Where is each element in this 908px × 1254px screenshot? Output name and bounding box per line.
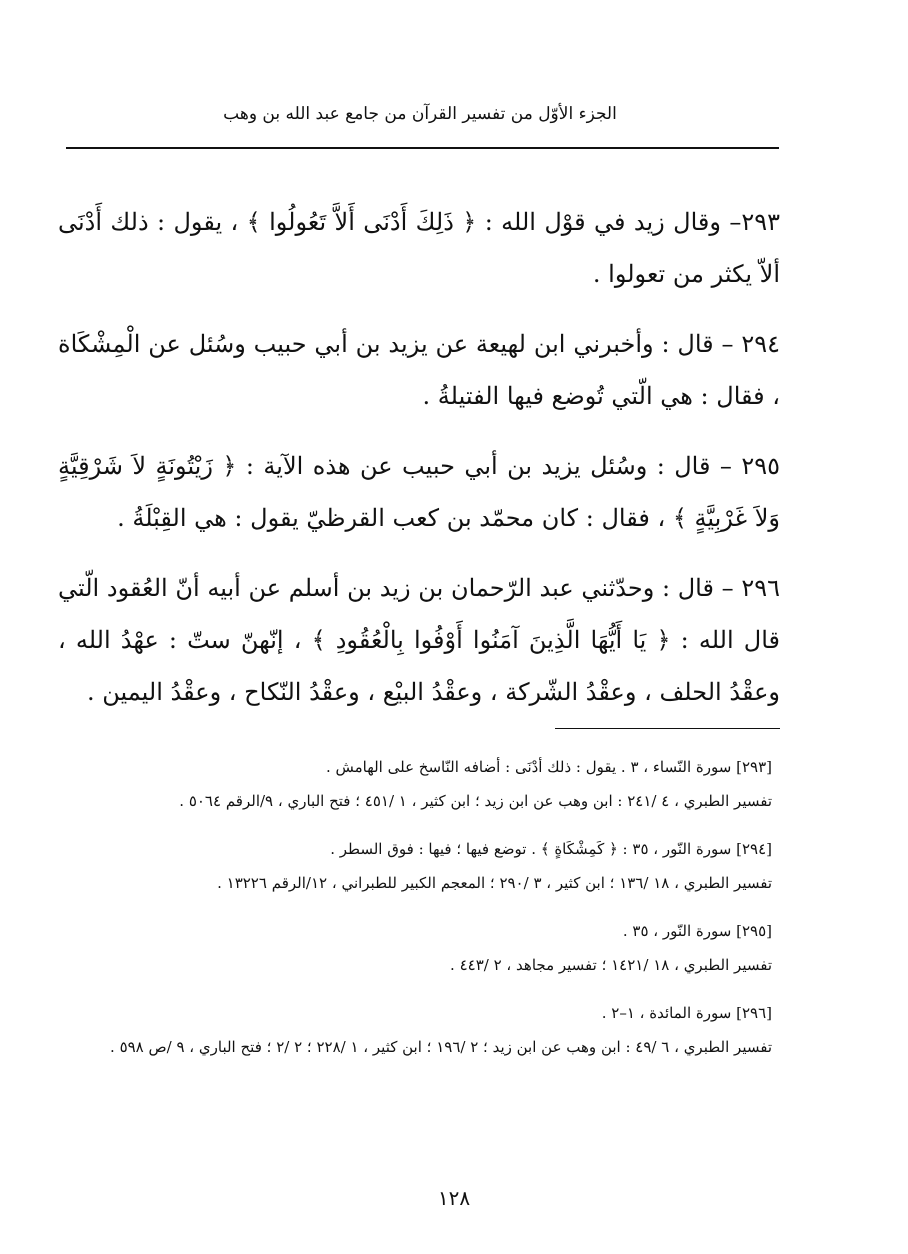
- footnote-line: [٢٩٦] سورة المائدة ، ١–٢ .: [601, 1004, 772, 1022]
- footnote-296: [50, 996, 772, 1064]
- footnote-line: [٢٩٤] سورة النّور ، ٣٥ : ﴿ كَمِشْكَاةٍ ﴾ . توضع فيها ؛ فيها : فوق السطر .: [330, 840, 772, 858]
- running-header: الجزء الأوّل من تفسير القرآن من جامع عبد الله بن وهب: [223, 104, 617, 124]
- footnote-line: تفسير الطبري ، ٦ /٤٩ : ابن وهب عن ابن زيد ؛ ٢ /١٩٦ ؛ ابن كثير ، ١ /٢٢٨ ؛ ٢ /٢ ؛ فتح الباري ، ٩ /ص ٥٩٨ .: [110, 1038, 772, 1056]
- footnotes: [50, 750, 772, 1078]
- page-number: ١٢٨: [437, 1186, 471, 1210]
- paragraph-294: ٢٩٤ – قال : وأخبرني ابن لهيعة عن يزيد بن أبي حبيب وسُئل عن الْمِشْكَاة ، فقال : هي الّتي تُوضع فيها الفتيلةُ .: [58, 330, 780, 410]
- footnote-line: [٢٩٣] سورة النّساء ، ٣ . يقول : ذلك أدْنَى : أضافه النّاسخ على الهامش .: [325, 758, 772, 776]
- paragraph-293: ٢٩٣– وقال زيد في قوْل الله : ﴿ ذَلِكَ أَدْنَى أَلاَّ تَعُولُوا ﴾ ، يقول : ذلك أَدْنَى ألاّ يكثر من تعولوا .: [58, 208, 780, 288]
- paragraph-295: ٢٩٥ – قال : وسُئل يزيد بن أبي حبيب عن هذه الآية : ﴿ زَيْتُونَةٍ لاَ شَرْقِيَّةٍ وَلاَ غَرْبِيَّةٍ ﴾ ، فقال : كان محمّد بن كعب القرظيّ يقول : هي القِبْلَةُ .: [58, 452, 780, 532]
- header-divider: [66, 147, 779, 149]
- footnote-line: [٢٩٥] سورة النّور ، ٣٥ .: [622, 922, 772, 940]
- footnote-293: [50, 750, 772, 818]
- footnote-line: تفسير الطبري ، ١٨ /١٤٢١ ؛ تفسير مجاهد ، ٢ /٤٤٣ .: [450, 956, 772, 974]
- footnote-line: تفسير الطبري ، ١٨ /١٣٦ ؛ ابن كثير ، ٣ /٢٩٠ ؛ المعجم الكبير للطبراني ، ١٢/الرقم ١٣٢٢٦ .: [217, 874, 772, 892]
- footnote-divider: [555, 728, 780, 729]
- footnote-294: [50, 832, 772, 900]
- paragraph-296: ٢٩٦ – قال : وحدّثني عبد الرّحمان بن زيد بن أسلم عن أبيه أنّ العُقود الّتي قال الله : ﴿ يَا أَيُّهَا الَّذِينَ آمَنُوا أَوْفُوا بِالْعُقُودِ ﴾ ، إنّهنّ ستّ : عهْدُ الله ، وعقْدُ الحلف ، وعقْدُ الشّركة ، وعقْدُ البيْع ، وعقْدُ النّكاح ، وعقْدُ اليمين .: [58, 574, 780, 706]
- footnote-line: تفسير الطبري ، ٤ /٢٤١ : ابن وهب عن ابن زيد ؛ ابن كثير ، ١ /٤٥١ ؛ فتح الباري ، ٩/الرقم ٥٠٦٤ .: [179, 792, 772, 810]
- main-text: [58, 196, 780, 736]
- footnote-295: [50, 914, 772, 982]
